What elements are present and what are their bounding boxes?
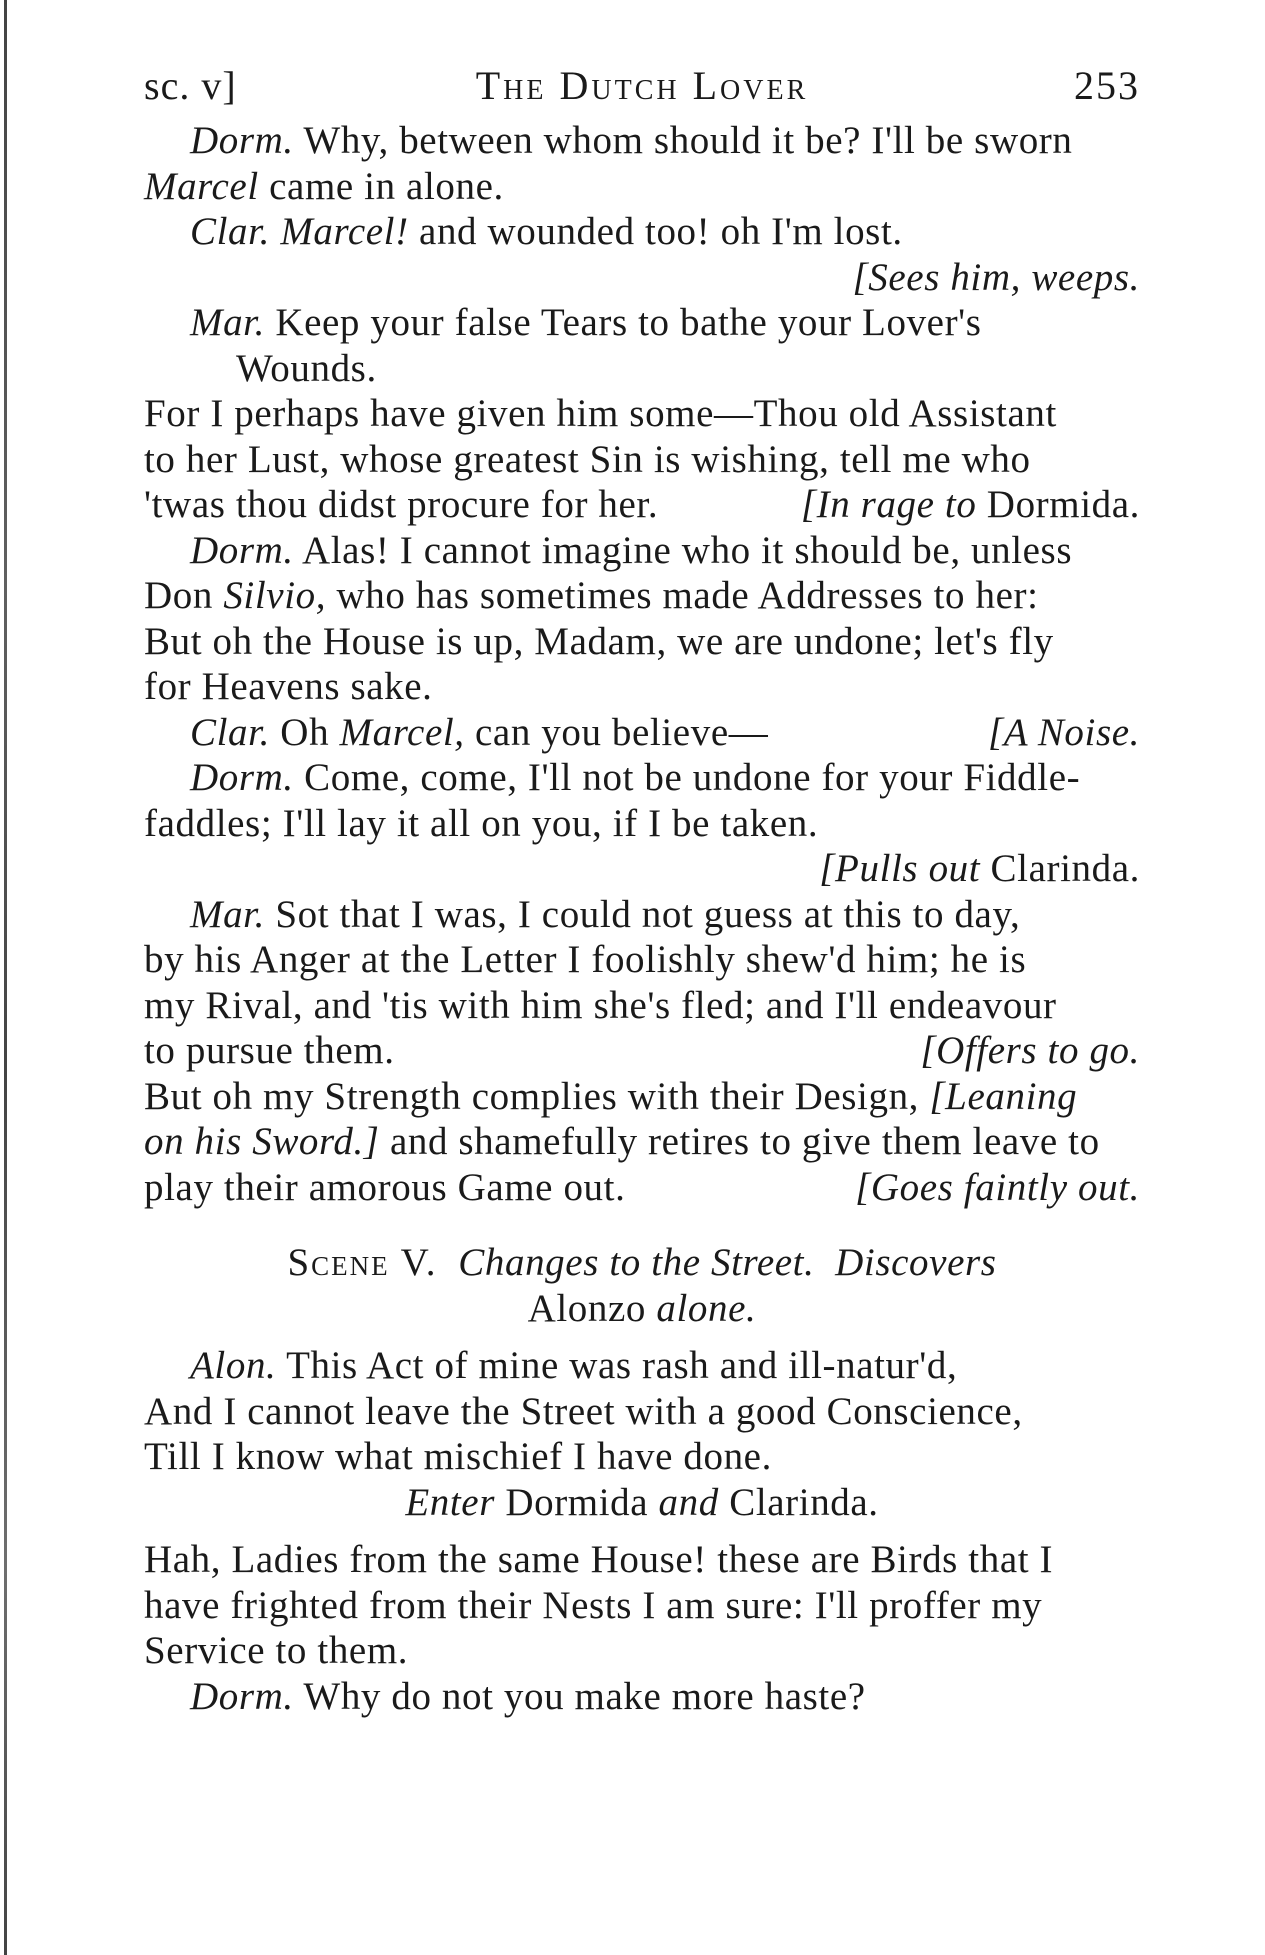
text-line xyxy=(144,1583,1140,1629)
text-line xyxy=(144,983,1140,1029)
dialogue: 'twas thou didst procure for her. xyxy=(144,483,659,526)
text-line xyxy=(144,482,1140,528)
running-title: The Dutch Lover xyxy=(475,63,809,108)
text-line xyxy=(144,1343,1140,1389)
character-name: Clarinda. xyxy=(980,847,1140,890)
text-line xyxy=(144,209,1140,255)
dialogue: For I perhaps have given him some—Thou old Assistant xyxy=(144,392,1057,435)
dialogue: who has sometimes made Addresses to her: xyxy=(326,574,1039,617)
stage-direction xyxy=(144,255,1140,301)
dialogue: came in alone. xyxy=(258,164,504,208)
text-line xyxy=(144,346,1140,392)
stage-direction xyxy=(801,482,1140,528)
character-name: Marcel! xyxy=(280,210,409,253)
dialogue: Alas! I cannot imagine who it should be, unless xyxy=(293,528,1073,572)
dialogue: play their amorous Game out. xyxy=(144,1165,626,1209)
dialogue: And I cannot leave the Street with a good Conscience, xyxy=(144,1389,1023,1433)
scene-number: Scene V. xyxy=(287,1241,438,1284)
dialogue: Service to them. xyxy=(144,1629,409,1672)
text-line xyxy=(144,528,1140,574)
text-line xyxy=(144,937,1140,983)
dialogue: Hah, Ladies from the same House! these are Birds that I xyxy=(144,1538,1054,1581)
page-number: 253 xyxy=(1074,63,1140,108)
dialogue: Sot that I was, I could not guess at this to day, xyxy=(265,892,1021,936)
scene-heading xyxy=(144,1240,1140,1286)
text-line xyxy=(144,892,1140,938)
text-line xyxy=(144,1434,1140,1480)
character-name: Dormida. xyxy=(976,483,1140,526)
speaker: Dorm. xyxy=(190,756,294,799)
dialogue: Don xyxy=(144,574,224,617)
dialogue: Till I know what mischief I have done. xyxy=(144,1435,772,1478)
dialogue: for Heavens sake. xyxy=(144,665,433,708)
stage-direction-text: [In rage to xyxy=(800,483,977,526)
speaker: Mar. xyxy=(190,892,265,936)
dialogue: have frighted from their Nests I am sure: I'll proffer my xyxy=(144,1583,1043,1627)
dialogue: by his Anger at the Letter I foolishly shew'd him; he is xyxy=(144,938,1027,981)
text-line xyxy=(144,437,1140,483)
stage-direction-text: [A Noise. xyxy=(987,710,1140,754)
dialogue: to pursue them. xyxy=(144,1029,395,1072)
text-line xyxy=(144,619,1140,665)
speaker: Clar. xyxy=(190,710,270,754)
speaker: Mar. xyxy=(190,301,265,344)
text-line xyxy=(144,1165,1140,1211)
dialogue: faddles; I'll lay it all on you, if I be taken. xyxy=(144,801,819,845)
text-line xyxy=(144,755,1140,801)
spacer xyxy=(144,1525,1140,1537)
text-line xyxy=(144,391,1140,437)
text-line xyxy=(144,1628,1140,1674)
dialogue: Oh xyxy=(269,710,340,754)
play-text xyxy=(144,118,1140,1719)
text-line xyxy=(144,1119,1140,1165)
text-line xyxy=(144,801,1140,847)
speaker: Alon. xyxy=(190,1344,277,1387)
text-line xyxy=(144,573,1140,619)
character-name: Alonzo xyxy=(527,1286,647,1330)
text-line xyxy=(144,164,1140,210)
dialogue: This Act of mine was rash and ill-natur'd, xyxy=(276,1344,958,1387)
text-line xyxy=(144,1028,1140,1074)
character-name: Silvio, xyxy=(223,574,327,617)
stage-direction-text: [Sees him, weeps. xyxy=(852,255,1140,299)
stage-direction-text: [Pulls out xyxy=(819,847,981,890)
stage-direction-text: [Offers to go. xyxy=(920,1029,1140,1072)
dialogue: and wounded too! oh I'm lost. xyxy=(408,210,903,253)
scene-discovers: Discovers xyxy=(835,1241,997,1284)
scene-heading-line2 xyxy=(144,1286,1140,1332)
dialogue: my Rival, and 'tis with him she's fled; and I'll endeavour xyxy=(144,983,1057,1027)
character-name: Marcel xyxy=(144,164,259,208)
stage-direction-text: Enter xyxy=(405,1480,495,1524)
speaker: Dorm. xyxy=(190,1674,294,1718)
running-header xyxy=(144,62,1140,122)
text-line xyxy=(144,1674,1140,1720)
text-line xyxy=(144,118,1140,164)
dialogue-group xyxy=(190,710,768,756)
stage-direction-text: [Goes faintly out. xyxy=(855,1165,1140,1209)
scene-alone: alone. xyxy=(656,1286,757,1330)
binding-edge xyxy=(4,0,7,1955)
dialogue: to her Lust, whose greatest Sin is wishing, tell me who xyxy=(144,437,1031,481)
scene-marker: sc. v] xyxy=(144,63,237,108)
entrance-direction xyxy=(144,1480,1140,1526)
dialogue: Come, come, I'll not be undone for your Fiddle- xyxy=(293,756,1081,799)
dialogue: can you believe— xyxy=(464,710,769,754)
text-line xyxy=(144,664,1140,710)
scene-description: Changes to the Street. xyxy=(458,1241,815,1284)
speaker: Dorm. xyxy=(190,528,294,572)
dialogue: Why do not you make more haste? xyxy=(293,1674,866,1718)
stage-direction-text: [Leaning xyxy=(929,1074,1078,1118)
spacer xyxy=(144,1210,1140,1240)
dialogue: Wounds. xyxy=(236,346,377,390)
spacer xyxy=(144,1331,1140,1343)
character-name: Clarinda. xyxy=(718,1480,879,1524)
stage-direction-text: and xyxy=(658,1480,719,1524)
dialogue: Why, between whom should it be? I'll be sworn xyxy=(293,119,1073,162)
dialogue: and shamefully retires to give them leave to xyxy=(379,1120,1100,1163)
text-line xyxy=(144,1537,1140,1583)
text-line xyxy=(144,710,1140,756)
character-name: Dormida xyxy=(495,1480,659,1524)
text-line xyxy=(144,1389,1140,1435)
text-line xyxy=(144,1074,1140,1120)
dialogue: But oh the House is up, Madam, we are undone; let's fly xyxy=(144,619,1054,663)
stage-direction xyxy=(144,846,1140,892)
dialogue: Keep your false Tears to bathe your Lover's xyxy=(265,301,982,344)
speaker: Dorm. xyxy=(190,119,294,162)
speaker: Clar. xyxy=(190,210,270,253)
character-name: Marcel, xyxy=(339,710,465,754)
stage-direction-text: on his Sword.] xyxy=(144,1120,380,1163)
text-line xyxy=(144,300,1140,346)
dialogue: But oh my Strength complies with their Design, xyxy=(144,1074,930,1118)
